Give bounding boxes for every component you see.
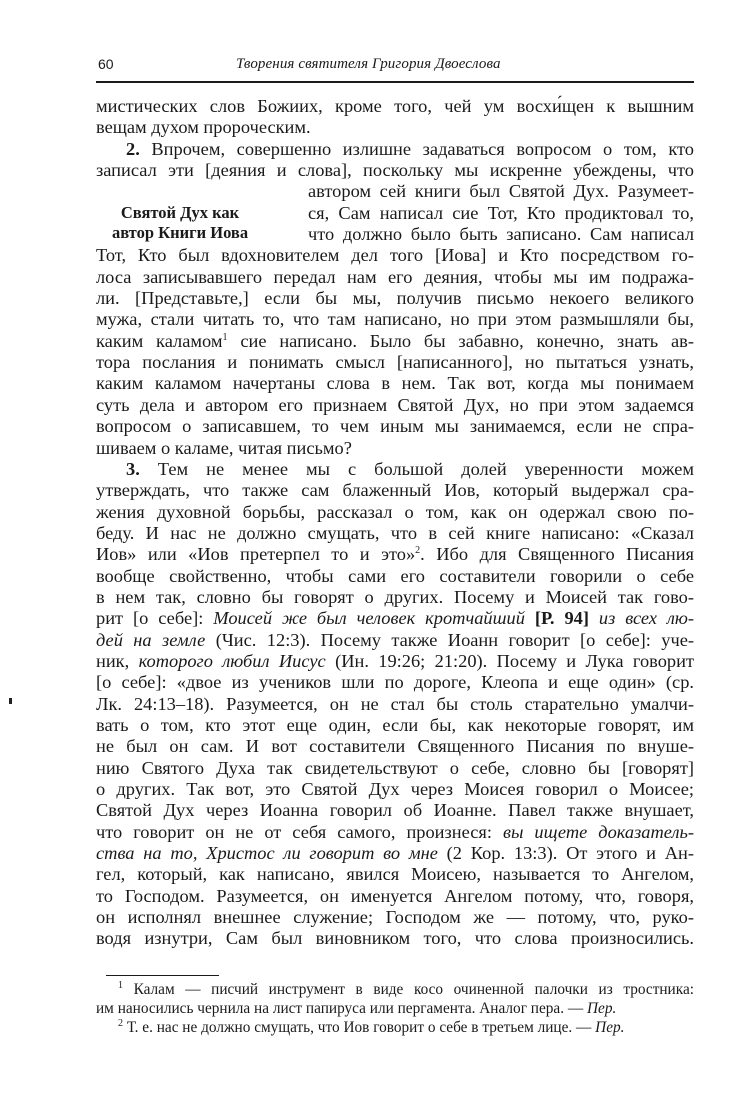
scripture-quote: Моисей же был человек кротчайший bbox=[213, 608, 525, 629]
text-run: Тем не менее мы с большой долей уверенности можем bbox=[139, 458, 694, 479]
text-run: (Чис. 12:3). Посему также Иоанн говорит [о себе]: уче- bbox=[205, 629, 694, 650]
text-line bbox=[96, 843, 694, 864]
footnote-2 bbox=[96, 1018, 694, 1037]
text-run: Впрочем, совершенно излишне задаваться вопросом о том, кто bbox=[139, 138, 694, 159]
text-line: ли. [Представьте,] если бы мы, получив письмо некоего великого bbox=[96, 288, 694, 309]
text-line: мистических слов Божиих, кроме того, чей ум восхи́щен к вышним bbox=[96, 96, 694, 116]
text-line: в нем так, словно бы говорят о других. Посему и Моисей так гово- bbox=[96, 586, 694, 607]
paragraph-number: 2. bbox=[126, 138, 140, 159]
text-line: что должно было быть записано. Сам написал bbox=[308, 224, 694, 245]
text-line: мужа, стали читать то, что там написано, но при этом размышляли бы, bbox=[96, 309, 694, 330]
text-line: автором сей книги был Святой Дух. Разумеет- bbox=[308, 181, 694, 202]
footnote-ref-1[interactable]: 1 bbox=[222, 331, 228, 343]
text-line bbox=[96, 331, 694, 352]
margin-note-line: автор Книги Иова bbox=[111, 223, 249, 242]
page-marker: [Р. 94] bbox=[524, 608, 599, 629]
translator-note: Пер. bbox=[595, 1019, 625, 1036]
text-line bbox=[96, 630, 694, 651]
paragraph-3 bbox=[96, 459, 694, 480]
text-run: (2 Кор. 13:3). От этого и Ан- bbox=[437, 843, 694, 864]
text-run: Калам — писчий инструмент в виде косо очиненной палочки из тростника: bbox=[123, 981, 694, 998]
text-run: Т. е. нас не должно смущать, что Иов говорит о себе в третьем лице. — bbox=[123, 1019, 596, 1036]
text-line: ся, Сам написал сие Тот, Кто продиктовал то, bbox=[308, 202, 694, 223]
text-line bbox=[96, 822, 694, 843]
text-line: вопросом о записавшем, то чем иным мы занимаемся, если не спра- bbox=[96, 416, 694, 437]
text-run: сие написано. Было бы забавно, конечно, знать ав- bbox=[227, 330, 694, 351]
text-line: вещам духом пророческим. bbox=[96, 117, 311, 138]
scripture-quote: из всех лю- bbox=[598, 608, 695, 629]
margin-note-line: Святой Дух как bbox=[120, 203, 240, 222]
footnotes bbox=[96, 980, 694, 1037]
text-line: тора послания и понимать смысл [написанного], но пытаться узнать, bbox=[96, 352, 694, 373]
text-line: Тот, Кто был вдохновителем дел того [Иова] и Кто посредством го- bbox=[96, 245, 694, 266]
text-line: утверждать, что также сам блаженный Иов, который выдержал сра- bbox=[96, 480, 694, 501]
scripture-quote: дей на земле bbox=[96, 629, 206, 650]
footnote-1-cont bbox=[96, 999, 694, 1018]
text-line: лоса записывавшего передал нам его деяния, чтобы мы им подража- bbox=[96, 266, 694, 287]
text-line: вообще свойственно, чтобы сами его составители говорили о себе bbox=[96, 565, 694, 586]
text-line: вать о том, кто этот еще один, если бы, как некоторые говорят, им bbox=[96, 714, 694, 735]
footnote-marker: 2 bbox=[118, 1017, 123, 1029]
footnote-ref-2[interactable]: 2 bbox=[415, 545, 421, 557]
text-run: им наносились чернила на лист папируса или пергамента. Аналог пера. — bbox=[96, 1000, 587, 1017]
header-rule bbox=[96, 81, 694, 83]
text-run: рит [о себе]: bbox=[96, 608, 214, 629]
text-line: суть дела и автором его признаем Святой Дух, но при этом задаемся bbox=[96, 394, 694, 415]
text-line: гел, который, как написано, явился Моисею, называется то Ангелом, bbox=[96, 864, 694, 885]
text-line: он исполнял внешнее служение; Господом же — потому, что, руко- bbox=[96, 907, 694, 928]
text-line: жения духовной борьбы, рассказал о том, как он одержал свою по- bbox=[96, 501, 694, 522]
text-line: Лк. 24:13–18). Разумеется, он не стал бы столь старательно умалчи- bbox=[96, 693, 694, 714]
body-text bbox=[96, 96, 694, 950]
text-line: записал эти [деяния и слова], поскольку мы искренне убеждены, что bbox=[96, 160, 694, 181]
running-head bbox=[96, 56, 694, 76]
text-line bbox=[96, 651, 694, 672]
text-run: . Ибо для Священного Писания bbox=[420, 544, 695, 565]
paragraph-2 bbox=[96, 139, 694, 160]
paragraph-number: 3. bbox=[126, 458, 140, 479]
text-line: [о себе]: «двое из учеников шли по дороге, Клеопа и еще один» (ср. bbox=[96, 672, 694, 693]
scripture-quote: ства на то, Христос ли говорит во мне bbox=[96, 843, 438, 864]
scripture-quote: которого любил Иисус bbox=[138, 650, 326, 671]
text-run: (Ин. 19:26; 21:20). Посему и Лука говорит bbox=[325, 650, 694, 671]
text-run: ник, bbox=[96, 650, 139, 671]
text-line: каким каламом начертаны слова в нем. Так вот, когда мы понимаем bbox=[96, 373, 694, 394]
page-number: 60 bbox=[98, 56, 114, 72]
text-line bbox=[96, 544, 694, 565]
text-line: не был он сам. И вот составители Священного Писания по внуше- bbox=[96, 736, 694, 757]
text-line: Святой Дух через Иоанна говорил об Иоанне. Павел также внушает, bbox=[96, 800, 694, 821]
text-line: водя изнутри, Сам был виновником того, что слова произносились. bbox=[96, 928, 694, 949]
scripture-quote: вы ищете доказатель- bbox=[502, 821, 694, 842]
text-line: о других. Так вот, это Святой Дух через Моисея говорил о Моисее; bbox=[96, 779, 694, 799]
footnote-rule bbox=[106, 975, 219, 976]
translator-note: Пер. bbox=[586, 1000, 617, 1017]
text-run: Иов» или «Иов претерпел то и это» bbox=[96, 544, 416, 565]
scan-speck bbox=[9, 698, 12, 704]
book-title: Творения святителя Григория Двоеслова bbox=[236, 56, 501, 72]
text-run: каким каламом bbox=[96, 330, 223, 351]
text-line bbox=[96, 608, 694, 629]
footnote-1 bbox=[96, 980, 694, 999]
text-line: нию Святого Духа так свидетельствуют о себе, словно бы [говорят] bbox=[96, 757, 694, 778]
footnote-marker: 1 bbox=[118, 979, 123, 991]
text-run: что говорит он не от себя самого, произнеся: bbox=[96, 821, 503, 842]
text-line: шиваем о каламе, читая письмо? bbox=[96, 437, 352, 458]
text-line: то Господом. Разумеется, он именуется Ангелом потому, что, говоря, bbox=[96, 885, 694, 906]
text-line: беду. И нас не должно смущать, что в сей книге написано: «Сказал bbox=[96, 522, 694, 543]
